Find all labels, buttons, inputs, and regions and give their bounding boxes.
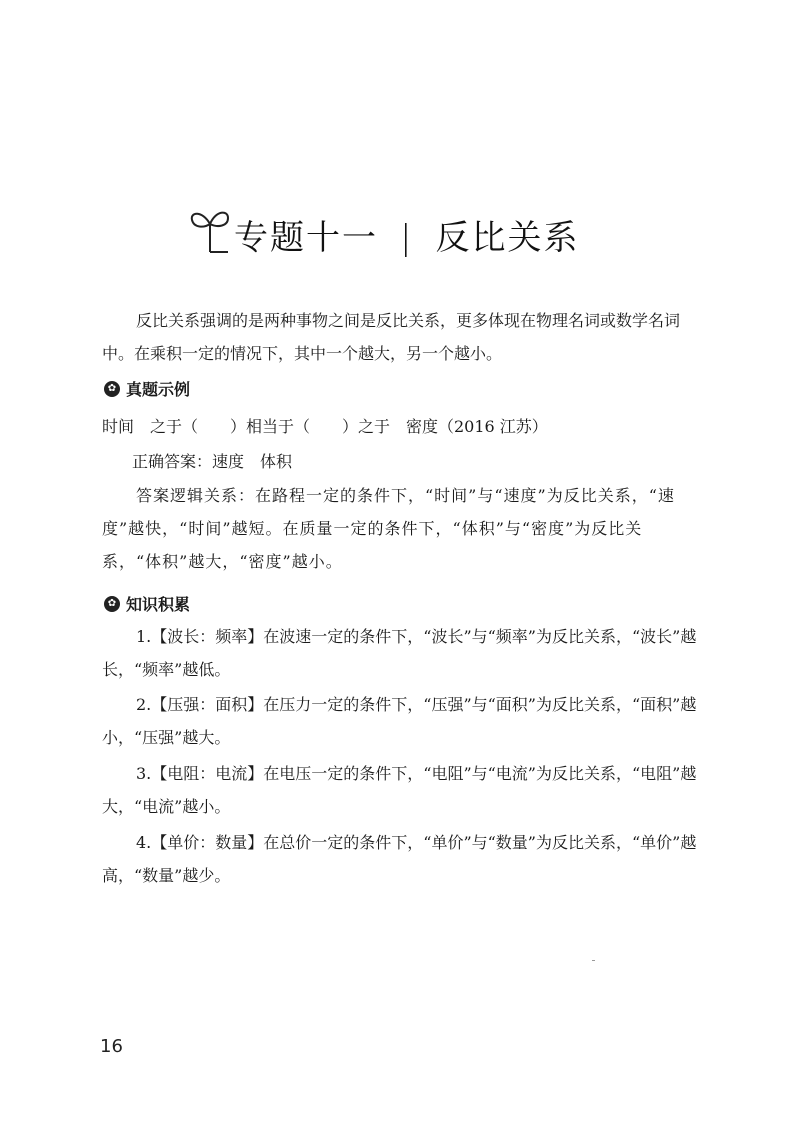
- page-title: [234, 210, 579, 259]
- example-section-heading: [104, 377, 190, 400]
- title-separator: |: [400, 218, 414, 258]
- answer-logic: 答案逻辑关系：在路程一定的条件下，“时间”与“速度”为反比关系，“速度”越快，“时间”越短。在质量一定的条件下，“体积”与“密度”为反比关系，“体积”越大，“密度”越小。: [102, 486, 675, 571]
- example-answer: 正确答案：速度 体积: [132, 452, 293, 471]
- page-number: 16: [100, 1036, 123, 1057]
- example-badge-icon: ✿: [104, 381, 120, 397]
- title-prefix: 专题十一: [234, 218, 378, 258]
- knowledge-section-heading: [104, 592, 190, 615]
- sprout-icon: [188, 202, 232, 256]
- knowledge-heading-text: 知识积累: [126, 595, 191, 614]
- knowledge-badge-icon: ✿: [104, 596, 120, 612]
- example-question: 时间 之于（ ）相当于（ ）之于 密度（2016 江苏）: [102, 417, 548, 436]
- title-main: 反比关系: [435, 218, 580, 258]
- scan-speck: [592, 960, 595, 961]
- chapter-title: [188, 196, 608, 276]
- knowledge-item-1: 1.【波长：频率】在波速一定的条件下，“波长”与“频率”为反比关系，“波长”越长，“频率”越低。: [102, 627, 697, 679]
- knowledge-item-3: 3.【电阻：电流】在电压一定的条件下，“电阻”与“电流”为反比关系，“电阻”越大，“电流”越小。: [102, 764, 697, 816]
- example-heading-text: 真题示例: [126, 380, 191, 399]
- knowledge-item-4: 4.【单价：数量】在总价一定的条件下，“单价”与“数量”为反比关系，“单价”越高，“数量”越少。: [102, 833, 697, 885]
- knowledge-item-2: 2.【压强：面积】在压力一定的条件下，“压强”与“面积”为反比关系，“面积”越小，“压强”越大。: [102, 695, 697, 747]
- intro-paragraph: 反比关系强调的是两种事物之间是反比关系，更多体现在物理名词或数学名词中。在乘积一定的情况下，其中一个越大，另一个越小。: [102, 311, 681, 363]
